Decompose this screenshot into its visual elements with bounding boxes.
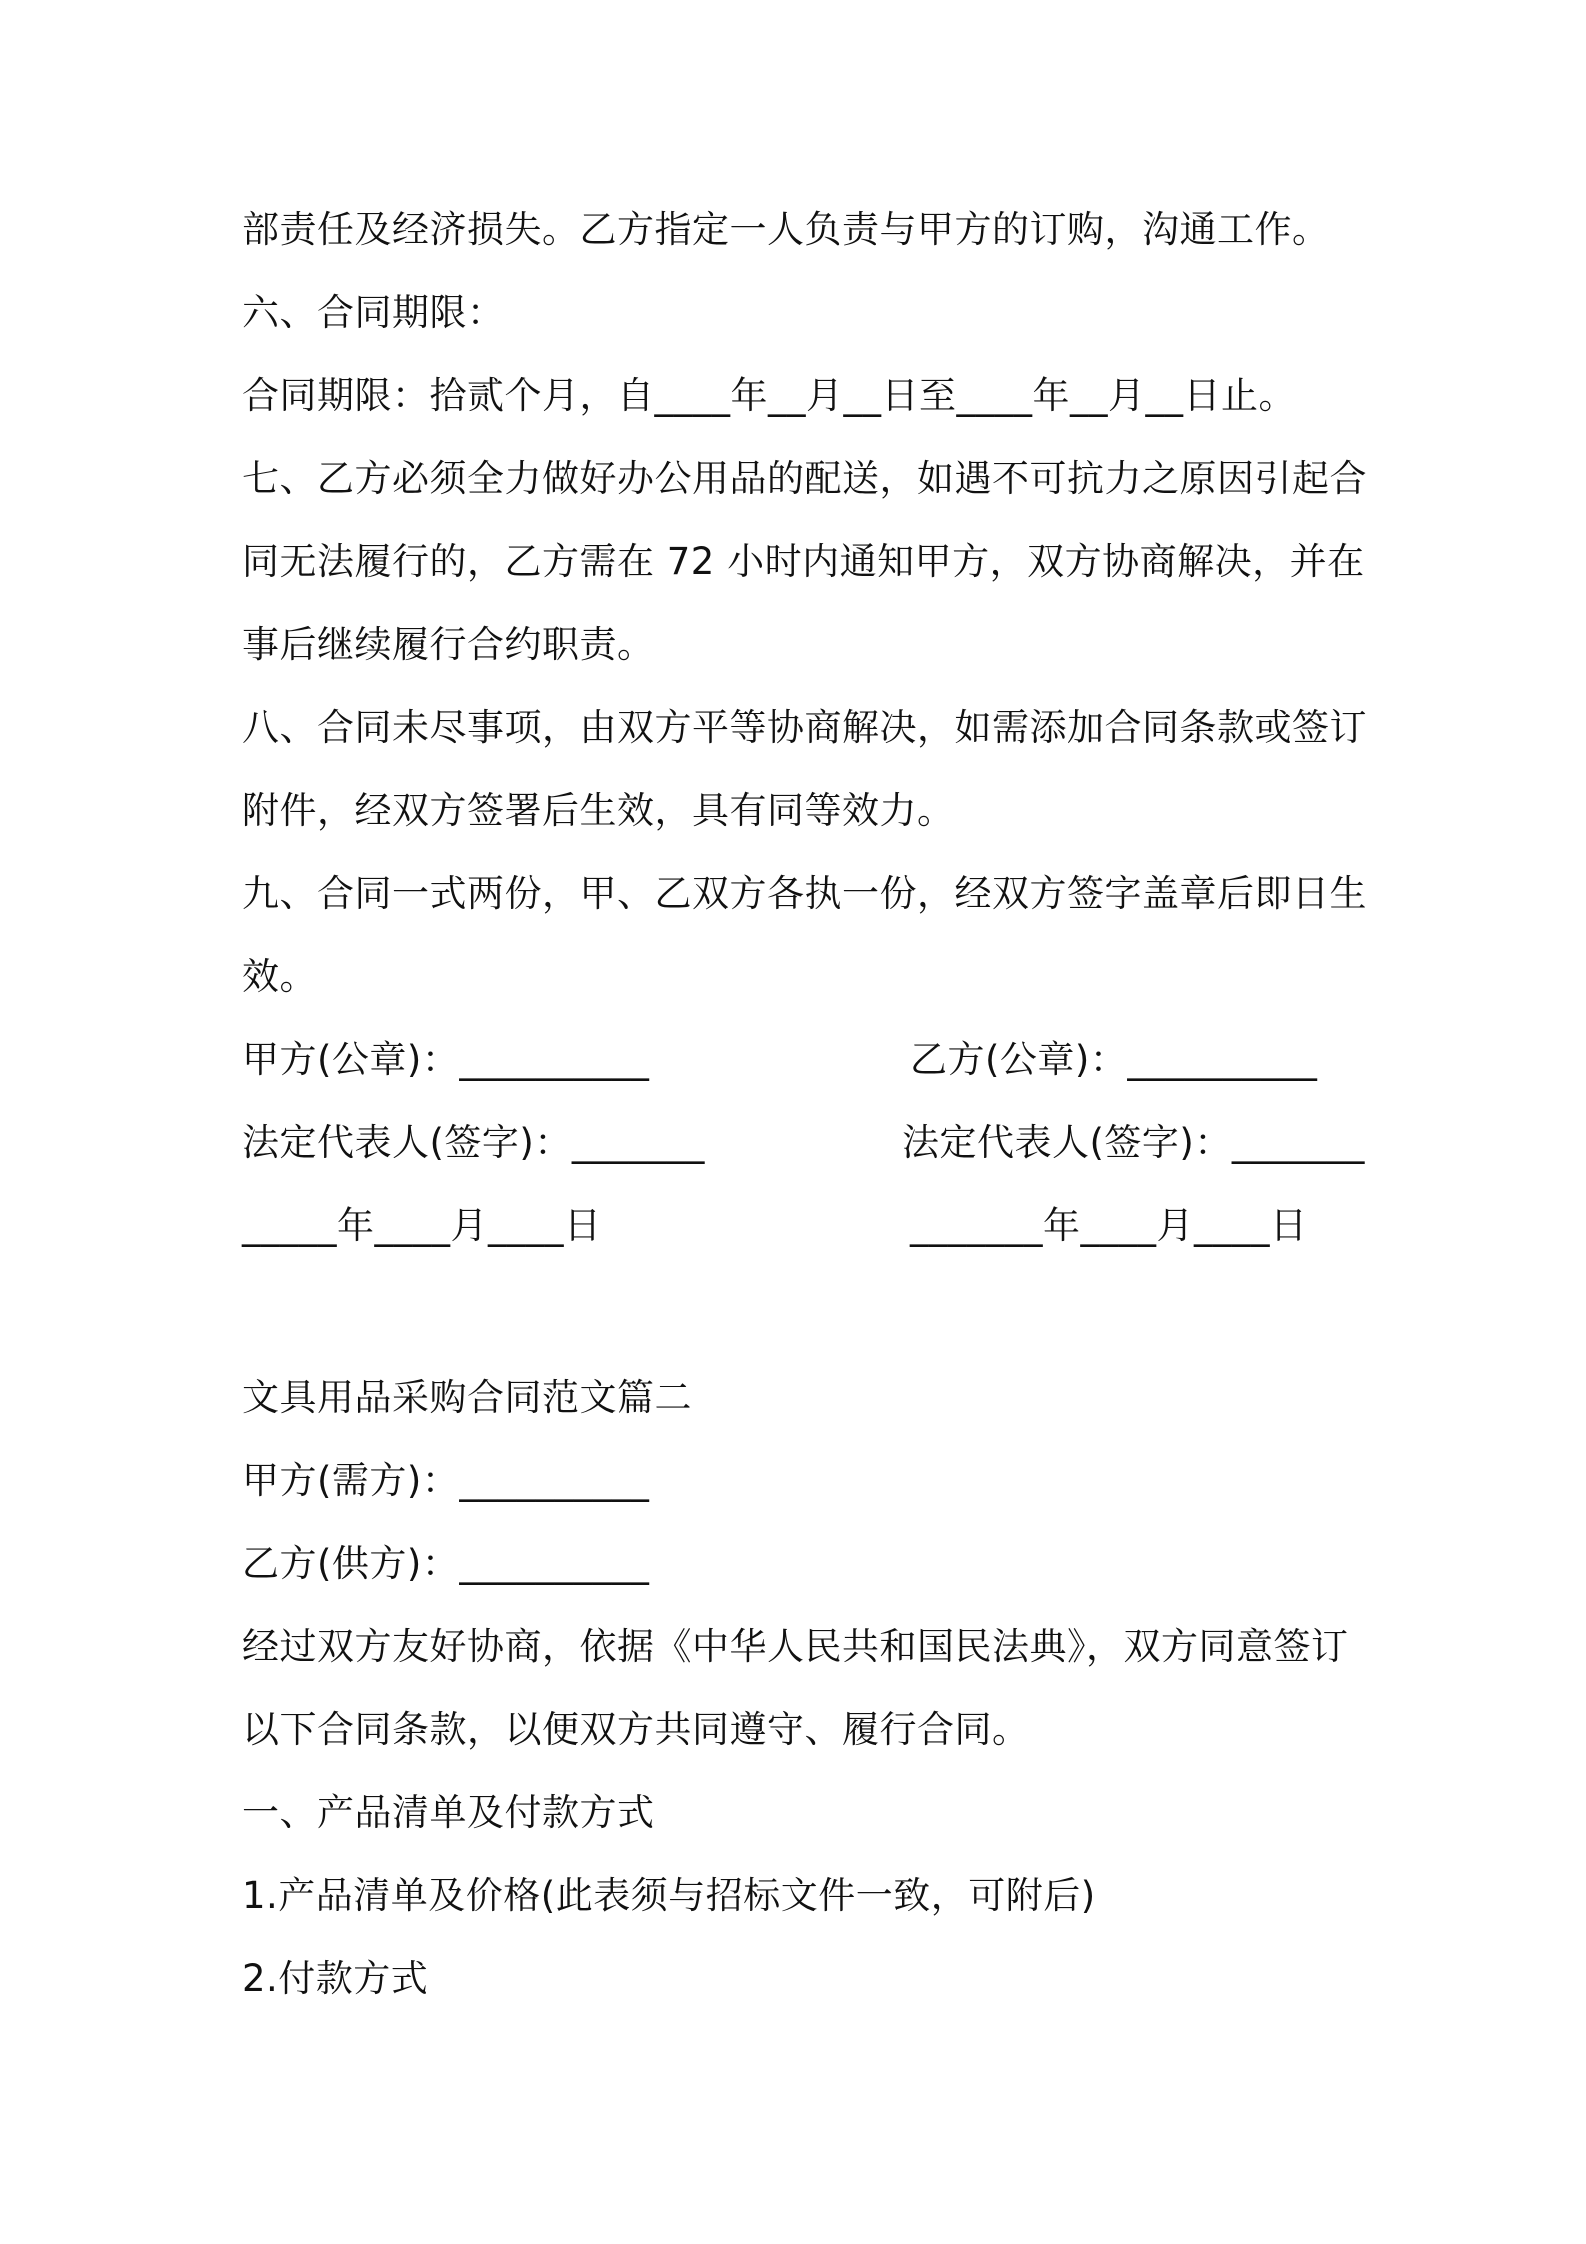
party-b-representative: 法定代表人(签字)：_______ [902,1121,1365,1164]
party-a-date: _____年____月____日 [242,1204,602,1247]
section-heading-products: 一、产品清单及付款方式 [242,1791,655,1834]
list-item: 1.产品清单及价格(此表须与招标文件一致，可附后) [242,1874,1096,1917]
text-line: 合同期限：拾贰个月，自____年__月__日至____年__月__日止。 [242,374,1296,417]
text-line: 经过双方友好协商，依据《中华人民共和国民法典》，双方同意签订 [242,1625,1349,1668]
text-line: 事后继续履行合约职责。 [242,623,655,666]
section-title: 文具用品采购合同范文篇二 [242,1376,692,1419]
party-b-seal: 乙方(公章)：__________ [910,1038,1318,1081]
section-heading-term: 六、合同期限： [242,291,505,334]
text-line: 效。 [242,955,317,998]
text-line: 附件，经双方签署后生效，具有同等效力。 [242,789,955,832]
list-item: 2.付款方式 [242,1957,429,2000]
party-a-buyer: 甲方(需方)：__________ [242,1459,650,1502]
text-line: 七、乙方必须全力做好办公用品的配送，如遇不可抗力之原因引起合 [242,457,1367,500]
text-line: 九、合同一式两份，甲、乙双方各执一份，经双方签字盖章后即日生 [242,872,1367,915]
party-a-representative: 法定代表人(签字)：_______ [242,1121,705,1164]
party-b-date: _______年____月____日 [910,1204,1308,1247]
party-a-seal: 甲方(公章)：__________ [242,1038,650,1081]
text-line: 同无法履行的，乙方需在 72 小时内通知甲方，双方协商解决，并在 [242,540,1365,583]
text-line: 八、合同未尽事项，由双方平等协商解决，如需添加合同条款或签订 [242,706,1367,749]
text-line: 部责任及经济损失。乙方指定一人负责与甲方的订购，沟通工作。 [242,208,1330,251]
text-line: 以下合同条款，以便双方共同遵守、履行合同。 [242,1708,1030,1751]
party-b-supplier: 乙方(供方)：__________ [242,1542,650,1585]
